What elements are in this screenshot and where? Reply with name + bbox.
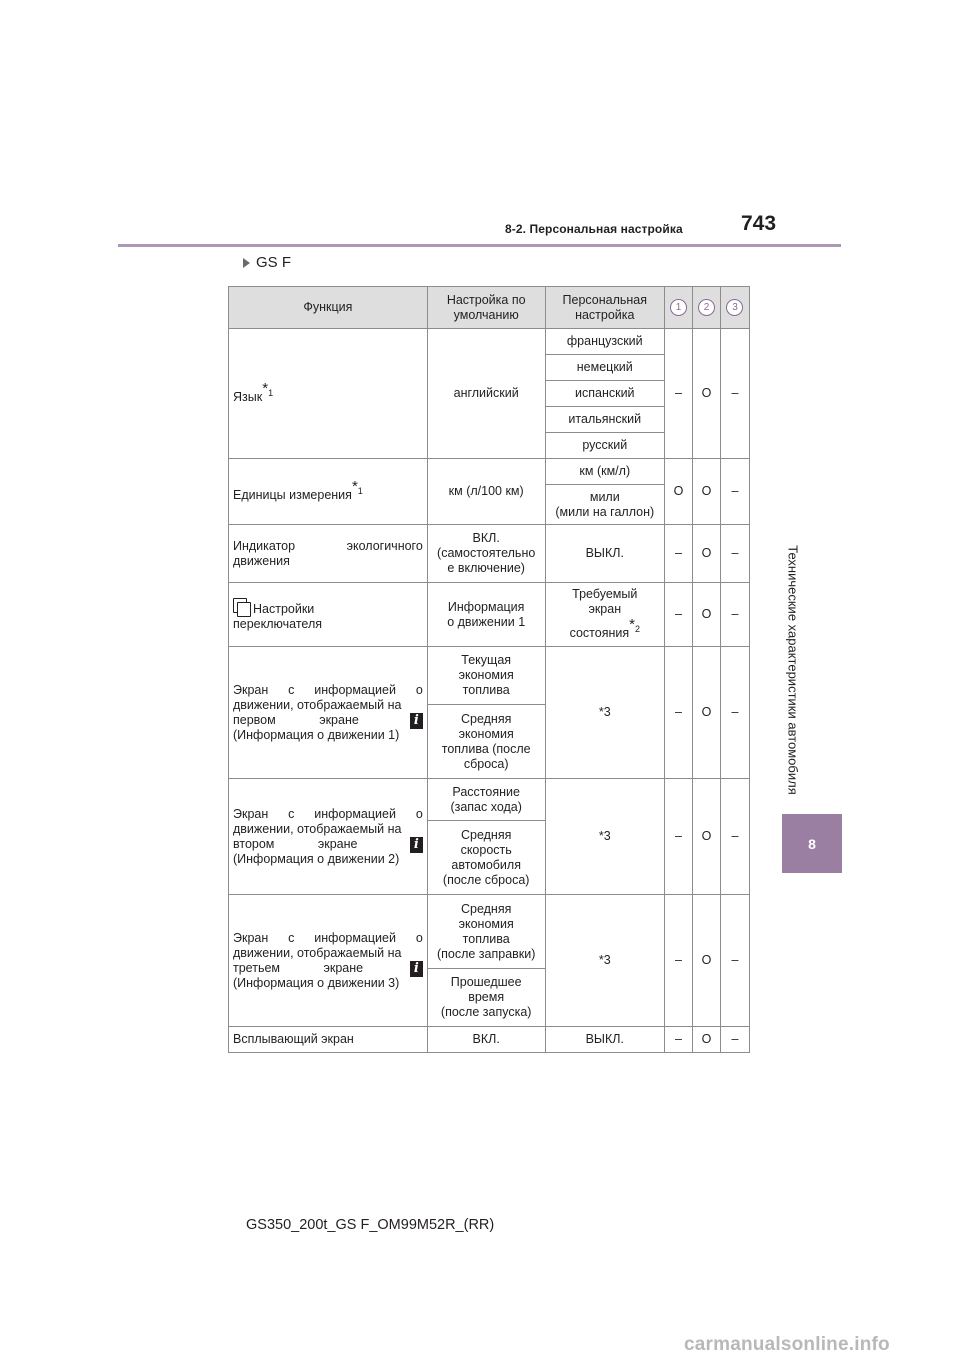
cell-language-c2: O: [692, 329, 720, 459]
page-number: 743: [741, 212, 777, 235]
cell-popup-label: Всплывающий экран: [229, 1027, 428, 1053]
header-divider: [118, 244, 841, 247]
cell-language-c3: –: [720, 329, 749, 459]
settings-table: [228, 286, 750, 1053]
cell-units-option: км (км/л): [545, 459, 664, 485]
cell-popup-c1: –: [664, 1027, 692, 1053]
cell-units-label: Единицы измерения$^{*1}$: [229, 459, 428, 525]
header-col2: [692, 287, 720, 329]
cell-language-option: итальянский: [545, 407, 664, 433]
chapter-number: 8: [808, 835, 816, 852]
cell-screen3-label: Экран с информацией о движении, отображаемый на i третьем экране (Информация о движении 3): [229, 895, 428, 1027]
cell-switch-c2: O: [692, 583, 720, 647]
header-col3: [720, 287, 749, 329]
cell-eco-c3: –: [720, 525, 749, 583]
table-row: [229, 525, 750, 583]
chapter-title: Технические характеристики автомобиля: [785, 545, 801, 795]
arrow-right-icon: [243, 258, 250, 268]
cell-screen3-c1: –: [664, 895, 692, 1027]
header-custom: Персональная настройка: [545, 287, 664, 329]
cell-screen3-option: Прошедшее время (после запуска): [427, 969, 545, 1027]
header-col1: [664, 287, 692, 329]
cell-screen1-label: Экран с информацией о движении, отображаемый на i первом экране (Информация о движении 1): [229, 647, 428, 779]
cell-screen2-option: Средняя скорость автомобиля (после сброса): [427, 821, 545, 895]
cell-units-c2: O: [692, 459, 720, 525]
cell-screen3-c3: –: [720, 895, 749, 1027]
footer-model-code: GS350_200t_GS F_OM99M52R_(RR): [246, 1217, 495, 1233]
cell-switch-label: Настройки переключателя: [229, 583, 428, 647]
table-header-row: [229, 287, 750, 329]
cell-screen2-c1: –: [664, 779, 692, 895]
model-label: [243, 254, 291, 271]
cell-screen1-option: Текущая экономия топлива: [427, 647, 545, 705]
cell-popup-default: ВКЛ.: [427, 1027, 545, 1053]
header-function: Функция: [229, 287, 428, 329]
cell-screen2-custom: *3: [545, 779, 664, 895]
cell-language-c1: –: [664, 329, 692, 459]
cell-screen1-c2: O: [692, 647, 720, 779]
cell-language-option: испанский: [545, 381, 664, 407]
cell-eco-custom: ВЫКЛ.: [545, 525, 664, 583]
cell-screen3-custom: *3: [545, 895, 664, 1027]
footnote-ref: 1: [268, 388, 274, 399]
header-default: Настройка по умолчанию: [427, 287, 545, 329]
circle-number-1-icon: 1: [670, 299, 687, 316]
cell-switch-c3: –: [720, 583, 749, 647]
section-title: 8-2. Персональная настройка: [505, 222, 683, 236]
cell-screen1-c1: –: [664, 647, 692, 779]
circle-number-3-icon: 3: [726, 299, 743, 316]
cell-screen2-c2: O: [692, 779, 720, 895]
table-row: [229, 779, 750, 821]
cell-screen1-custom: *3: [545, 647, 664, 779]
table-row: [229, 459, 750, 485]
table-row: [229, 895, 750, 969]
cell-screen1-option: Средняя экономия топлива (после сброса): [427, 705, 545, 779]
cell-switch-custom: Требуемый экран состояния$^{*2}$: [545, 583, 664, 647]
cell-popup-c2: O: [692, 1027, 720, 1053]
cell-language-option: французский: [545, 329, 664, 355]
cell-screen2-label: Экран с информацией о движении, отображаемый на i втором экране (Информация о движении 2): [229, 779, 428, 895]
chapter-side-label: [782, 530, 804, 810]
cell-switch-default: Информация о движении 1: [427, 583, 545, 647]
cell-eco-label: Индикатор экологичного движения: [229, 525, 428, 583]
cell-screen2-option: Расстояние (запас хода): [427, 779, 545, 821]
info-icon: i: [410, 961, 423, 977]
circle-number-2-icon: 2: [698, 299, 715, 316]
cell-units-c1: O: [664, 459, 692, 525]
cell-units-c3: –: [720, 459, 749, 525]
cell-popup-custom: ВЫКЛ.: [545, 1027, 664, 1053]
cell-eco-c2: O: [692, 525, 720, 583]
cell-language-label: Язык$^{*1}$: [229, 329, 428, 459]
cell-language-default: английский: [427, 329, 545, 459]
info-icon: i: [410, 713, 423, 729]
cell-screen3-option: Средняя экономия топлива (после заправки): [427, 895, 545, 969]
display-switch-icon: [233, 598, 250, 616]
cell-eco-c1: –: [664, 525, 692, 583]
cell-language-option: русский: [545, 433, 664, 459]
info-icon: i: [410, 837, 423, 853]
cell-units-default: км (л/100 км): [427, 459, 545, 525]
cell-popup-c3: –: [720, 1027, 749, 1053]
cell-eco-default: ВКЛ. (самостоятельно е включение): [427, 525, 545, 583]
table-row: [229, 329, 750, 355]
table-row: [229, 647, 750, 705]
cell-units-option: мили (мили на галлон): [545, 485, 664, 525]
model-label-text: GS F: [256, 254, 292, 271]
cell-screen2-c3: –: [720, 779, 749, 895]
cell-switch-c1: –: [664, 583, 692, 647]
chapter-tab: [782, 814, 842, 873]
watermark: carmanualsonline.info: [684, 1334, 890, 1355]
table-row: [229, 583, 750, 647]
table-row: [229, 1027, 750, 1053]
cell-language-option: немецкий: [545, 355, 664, 381]
cell-screen3-c2: O: [692, 895, 720, 1027]
cell-screen1-c3: –: [720, 647, 749, 779]
